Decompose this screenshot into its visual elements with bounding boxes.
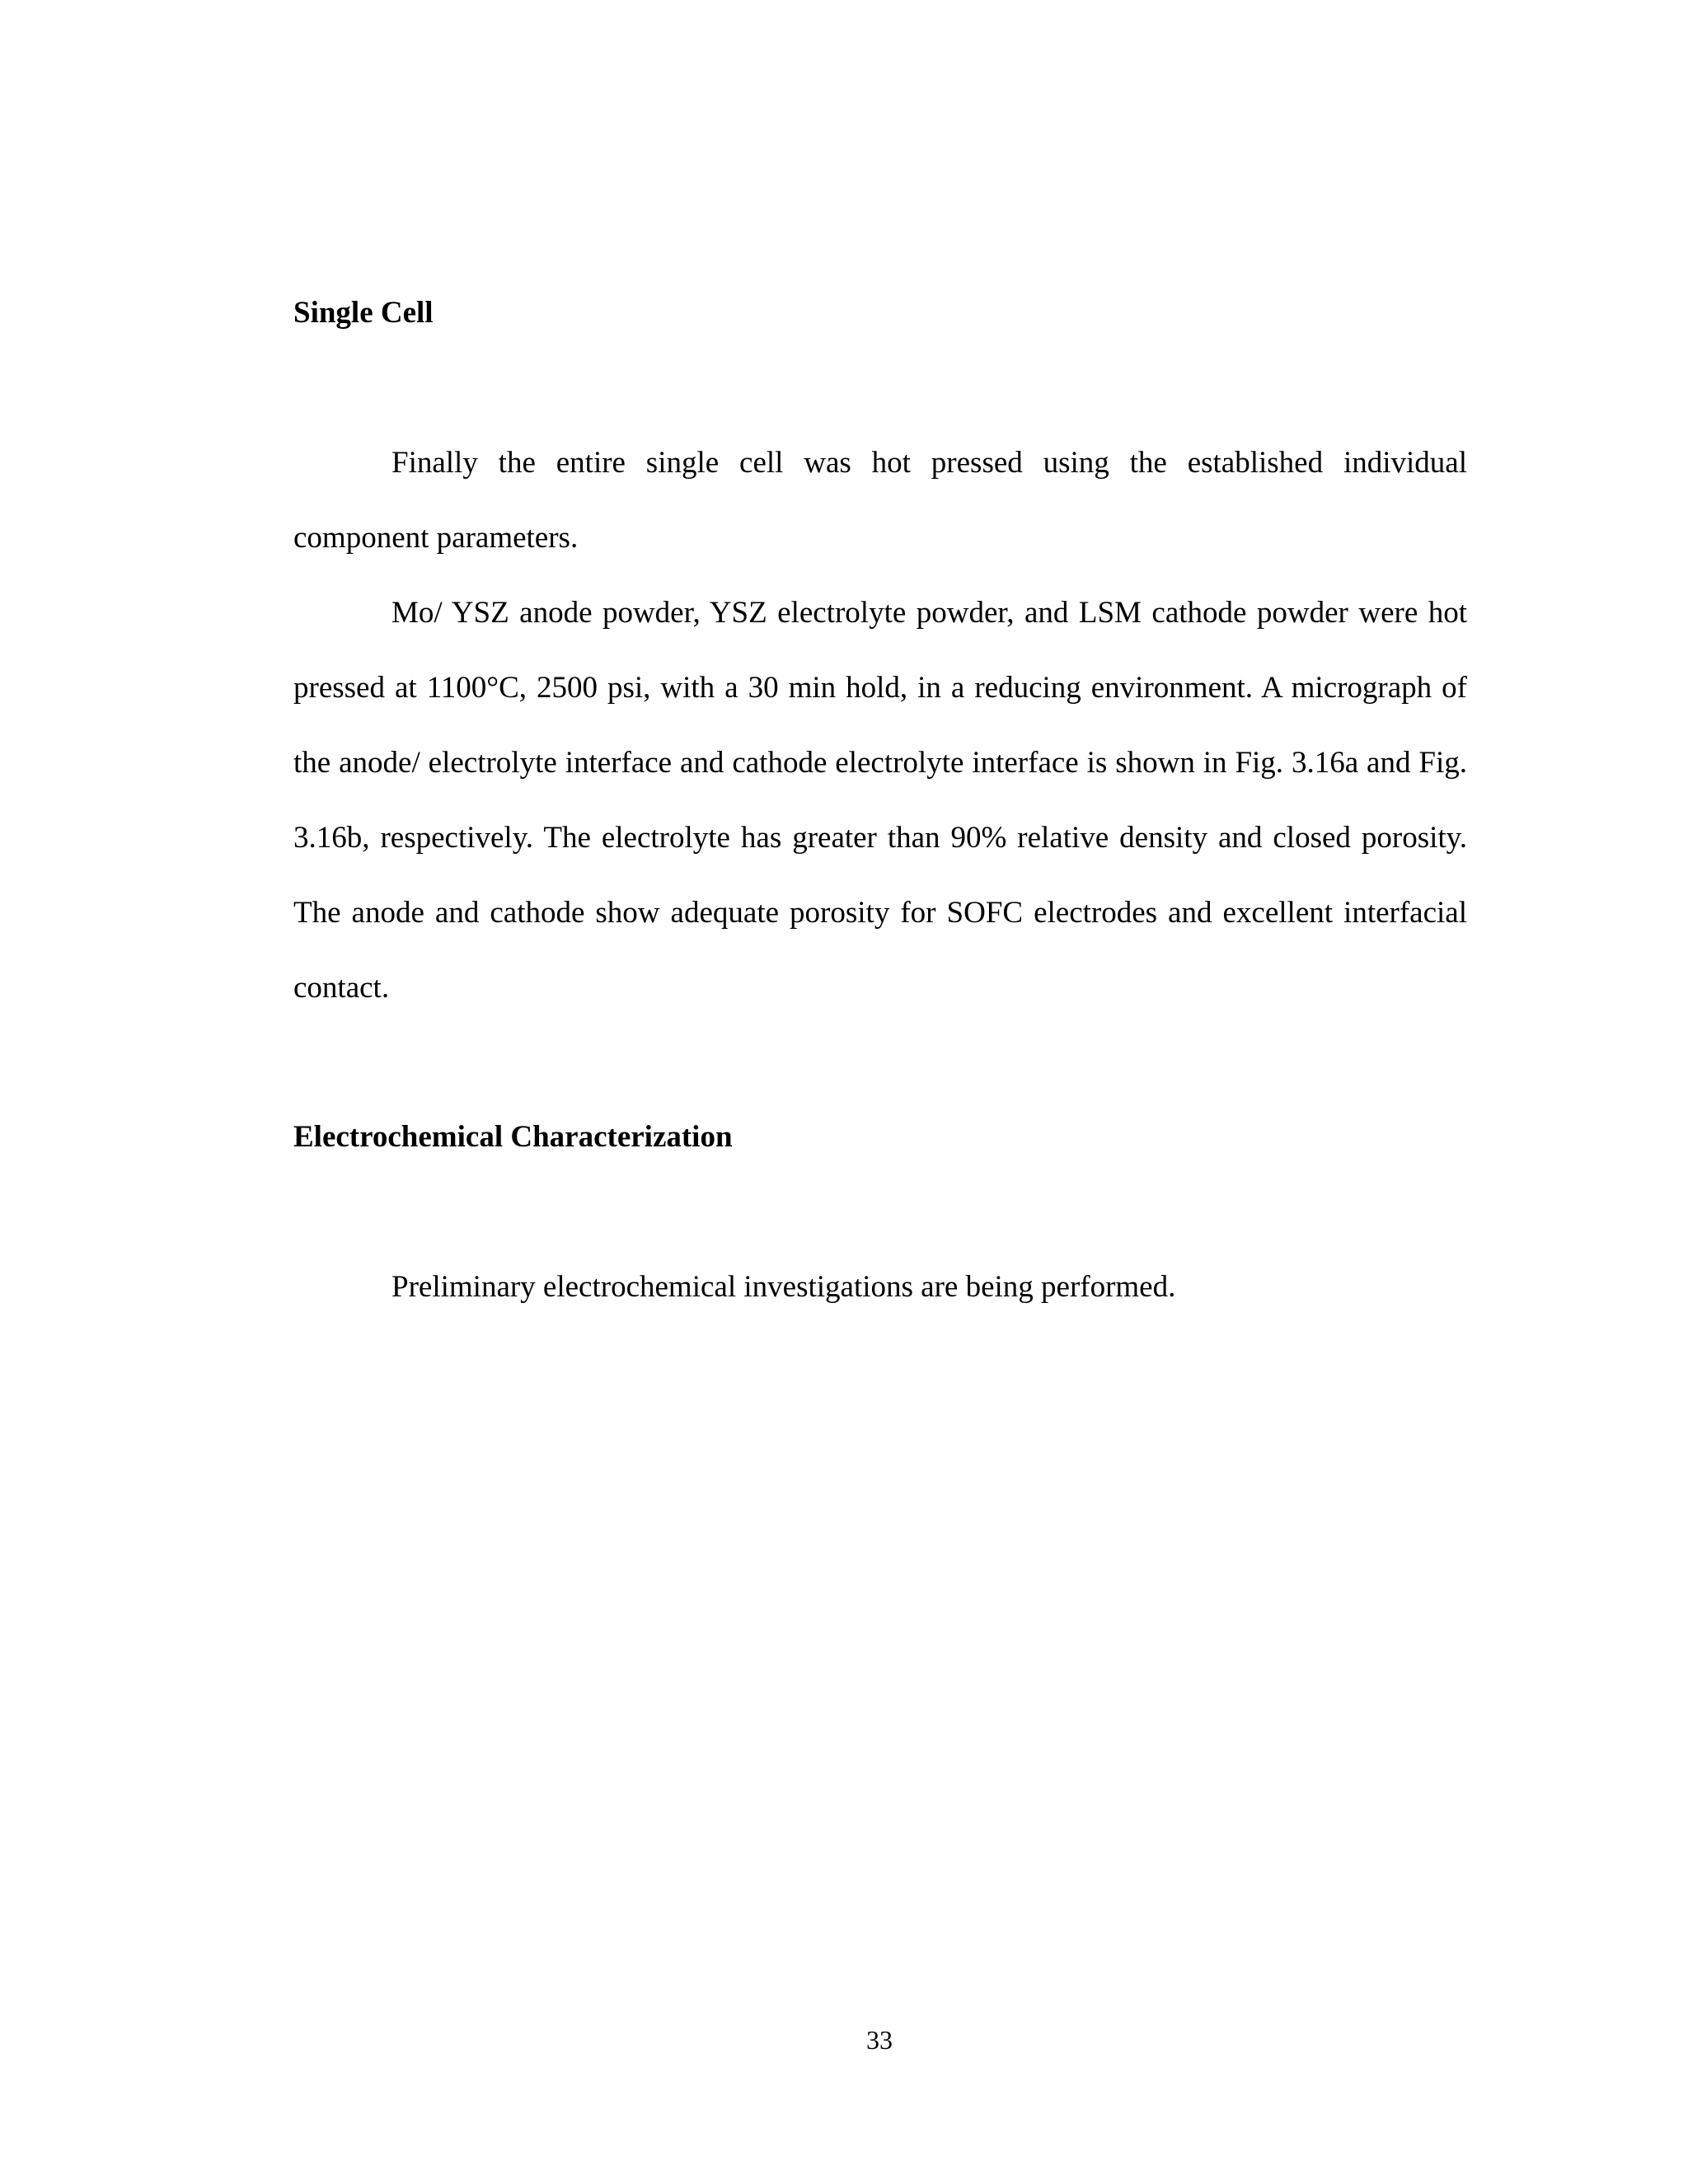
section-heading-text: Single Cell <box>293 296 434 330</box>
paragraph: Finally the entire single cell was hot pressed using the established individual component parameters. <box>293 446 1467 555</box>
page-number: 33 <box>866 2025 893 2055</box>
paragraph: Mo/ YSZ anode powder, YSZ electrolyte powder, and LSM cathode powder were hot pressed at 1100°C, 2500 psi, with a 30 min hold, in a reducing environment. A micrograph of the anode/ electrolyte interface and cathode electrolyte interface is shown in Fig. 3.16a and Fig. 3.16b, respectively. The electrolyte has greater than 90% relative density and closed porosity. The anode and cathode show adequate porosity for SOFC electrodes and excellent interfacial contact. <box>293 596 1467 1005</box>
section-heading-electrochemical-characterization <box>293 1119 1467 1155</box>
section-heading-text: Electrochemical Characterization <box>293 1120 733 1154</box>
section-heading-single-cell <box>293 295 1467 331</box>
single-cell-body <box>293 425 1467 1025</box>
paragraph: Preliminary electrochemical investigations are being performed. <box>392 1270 1176 1304</box>
electrochemical-body <box>293 1249 1467 1324</box>
